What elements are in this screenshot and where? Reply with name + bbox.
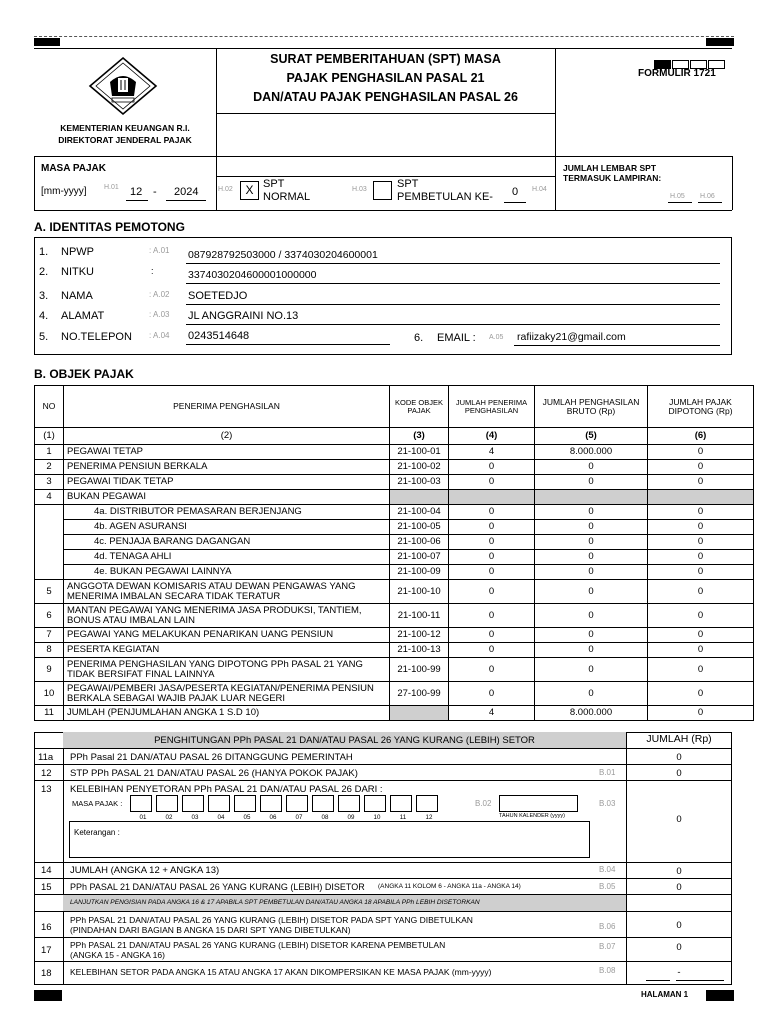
row-13-label: KELEBIHAN PENYETORAN PPh PASAL 21 DAN/ATAU PASAL 26 DARI : — [70, 784, 383, 795]
spt-pembetulan-label-2: PEMBETULAN KE- — [397, 191, 493, 203]
row-12-value[interactable]: 0 — [676, 768, 682, 779]
npwp-label: NPWP — [61, 246, 94, 258]
row-17-value[interactable]: 0 — [676, 942, 682, 953]
form-title-line-2: PAJAK PENGHASILAN PASAL 21 — [286, 71, 485, 85]
code-h02: H.02 — [218, 186, 233, 193]
jumlah-rp-header: JUMLAH (Rp) — [646, 733, 712, 745]
telepon-label: NO.TELEPON — [61, 331, 132, 343]
form-title-line-1: SURAT PEMBERITAHUAN (SPT) MASA — [270, 52, 501, 66]
table-row: 4 BUKAN PEGAWAI — [35, 490, 754, 505]
table-row: 4d. TENAGA AHLI 21-100-07 0 0 0 — [35, 550, 754, 565]
row-15-label: PPh PASAL 21 DAN/ATAU PASAL 26 YANG KURANG (LEBIH) DISETOR — [70, 882, 365, 892]
jumlah-lembar-label-1: JUMLAH LEMBAR SPT — [563, 163, 657, 173]
row-12-label: STP PPh PASAL 21 DAN/ATAU PASAL 26 (HANYA POKOK PAJAK) — [70, 768, 358, 779]
alamat-field[interactable]: JL ANGGRAINI NO.13 — [188, 310, 299, 322]
row-14-value[interactable]: 0 — [676, 866, 682, 877]
objek-pajak-table — [34, 385, 754, 721]
page-number: HALAMAN 1 — [641, 990, 689, 999]
row-11a-label: PPh Pasal 21 DAN/ATAU PASAL 26 DITANGGUNG PEMERINTAH — [70, 752, 353, 763]
table-row: 4a. DISTRIBUTOR PEMASARAN BERJENJANG 21-100-04 0 0 0 — [35, 505, 754, 520]
row-18-label: KELEBIHAN SETOR PADA ANGKA 15 ATAU ANGKA 17 AKAN DIKOMPERSIKAN KE MASA PAJAK (mm-yyyy) — [70, 967, 492, 977]
row-14-label: JUMLAH (ANGKA 12 + ANGKA 13) — [70, 865, 220, 876]
email-field[interactable]: rafiizaky21@gmail.com — [517, 331, 626, 343]
masa-dash: - — [153, 186, 157, 198]
registration-mark-bottom-right — [706, 990, 734, 1001]
email-label: EMAIL : — [437, 332, 476, 344]
penghitungan-title: PENGHITUNGAN PPh PASAL 21 DAN/ATAU PASAL 26 YANG KURANG (LEBIH) SETOR — [154, 735, 535, 746]
nitku-label: NITKU — [61, 266, 94, 278]
row-16-value[interactable]: 0 — [676, 920, 682, 931]
code-h04: H.04 — [532, 186, 547, 193]
row-13-month-boxes[interactable] — [130, 795, 442, 813]
table-row: 7 PEGAWAI YANG MELAKUKAN PENARIKAN UANG PENSIUN 21-100-12 0 0 0 — [35, 628, 754, 643]
spt-normal-label-1: SPT — [263, 178, 285, 190]
table-row: 5 ANGGOTA DEWAN KOMISARIS ATAU DEWAN PENGAWAS YANG MENERIMA IMBALAN SECARA TIDAK TERATUR 21-100-10 0 0 0 — [35, 580, 754, 604]
identitas-box — [34, 237, 732, 355]
code-h03: H.03 — [352, 186, 367, 193]
row-17-label: PPh PASAL 21 DAN/ATAU PASAL 26 YANG KURANG (LEBIH) DISETOR KARENA PEMBETULAN — [70, 940, 446, 950]
table-row: 10 PEGAWAI/PEMBERI JASA/PESERTA KEGIATAN/PENERIMA PENSIUN BERKALA SEBAGAI WAJIB PAJAK LUAR NEGERI 27-100-99 0 0 0 — [35, 682, 754, 706]
table-row-total: 11 JUMLAH (PENJUMLAHAN ANGKA 1 S.D 10) 4 8.000.000 0 — [35, 706, 754, 721]
nama-field[interactable]: SOETEDJO — [188, 290, 248, 302]
garuda-emblem-logo — [88, 56, 158, 116]
row-11a-value[interactable]: 0 — [676, 752, 682, 763]
form-code: FORMULIR 1721 — [638, 68, 716, 79]
directorate-name: DIREKTORAT JENDERAL PAJAK — [58, 135, 192, 145]
section-b-title: B. OBJEK PAJAK — [34, 367, 134, 381]
telepon-field[interactable]: 0243514648 — [188, 330, 250, 342]
spt-normal-label-2: NORMAL — [263, 191, 311, 203]
form-title-line-3: DAN/ATAU PAJAK PENGHASILAN PASAL 26 — [253, 90, 518, 104]
table-row: 3 PEGAWAI TIDAK TETAP 21-100-03 0 0 0 — [35, 475, 754, 490]
table-header-row: NO PENERIMA PENGHASILAN KODE OBJEK PAJAK JUMLAH PENERIMA PENGHASILAN JUMLAH PENGHASILAN BRUTO (Rp) JUMLAH PAJAK DIPOTONG (Rp) — [35, 386, 754, 428]
table-row: 8 PESERTA KEGIATAN 21-100-13 0 0 0 — [35, 643, 754, 658]
keterangan-field[interactable] — [69, 821, 590, 858]
section-a-title: A. IDENTITAS PEMOTONG — [34, 220, 185, 234]
spt-pembetulan-label-1: SPT — [397, 178, 419, 190]
row-13-value[interactable]: 0 — [676, 814, 682, 825]
table-row: 1 PEGAWAI TETAP 21-100-01 4 8.000.000 0 — [35, 445, 754, 460]
code-h06: H.06 — [700, 193, 715, 200]
table-row: 9 PENERIMA PENGHASILAN YANG DIPOTONG PPh PASAL 21 YANG TIDAK BERSIFAT FINAL LAINNYA 21-100-99 0 0 0 — [35, 658, 754, 682]
row-15-value[interactable]: 0 — [676, 882, 682, 893]
table-row: 6 MANTAN PEGAWAI YANG MENERIMA JASA PRODUKSI, TANTIEM, BONUS ATAU IMBALAN LAIN 21-100-11 0 0 0 — [35, 604, 754, 628]
column-number-row: (1) (2) (3) (4) (5) (6) — [35, 428, 754, 445]
row-13-month-numbers: 01 02 03 04 05 06 07 08 09 10 11 12 — [139, 814, 433, 821]
spt-pembetulan-checkbox[interactable] — [373, 181, 392, 200]
nitku-field[interactable]: 3374030204600001000000 — [188, 269, 317, 281]
registration-mark-top-left — [34, 38, 60, 46]
nama-label: NAMA — [61, 290, 93, 302]
masa-pajak-label: MASA PAJAK — [41, 163, 107, 174]
pembetulan-ke-field[interactable]: 0 — [512, 186, 519, 198]
dashed-top-line — [34, 36, 734, 37]
row-13-masa-label: MASA PAJAK : — [72, 799, 123, 808]
registration-mark-top-right — [706, 38, 734, 46]
row-16-label: PPh PASAL 21 DAN/ATAU PASAL 26 YANG KURANG (LEBIH) DISETOR PADA SPT YANG DIBETULKAN — [70, 915, 473, 925]
masa-format: [mm-yyyy] — [41, 186, 87, 197]
registration-mark-bottom-left — [34, 990, 62, 1001]
spt-normal-checkbox[interactable] — [240, 181, 259, 200]
code-h05: H.05 — [670, 193, 685, 200]
jumlah-lembar-label-2: TERMASUK LAMPIRAN: — [563, 173, 662, 183]
spt-normal-check-mark: X — [245, 183, 254, 197]
npwp-field[interactable]: 087928792503000 / 3374030204600001 — [188, 249, 378, 261]
code-h01: H.01 — [104, 184, 119, 191]
row-18-value[interactable]: - — [677, 967, 681, 978]
tahun-kalender-field[interactable] — [499, 795, 578, 812]
table-row: 4b. AGEN ASURANSI 21-100-05 0 0 0 — [35, 520, 754, 535]
masa-year-field[interactable]: 2024 — [174, 186, 199, 198]
table-row: 4e. BUKAN PEGAWAI LAINNYA 21-100-09 0 0 0 — [35, 565, 754, 580]
table-row: 4c. PENJAJA BARANG DAGANGAN 21-100-06 0 0 0 — [35, 535, 754, 550]
pengisian-note: LANJUTKAN PENGISIAN PADA ANGKA 16 & 17 APABILA SPT PEMBETULAN DAN/ATAU ANGKA 18 APABILA PPh LEBIH DISETORKAN — [70, 899, 480, 906]
alamat-label: ALAMAT — [61, 310, 105, 322]
masa-month-field[interactable]: 12 — [130, 186, 143, 198]
table-row: 2 PENERIMA PENSIUN BERKALA 21-100-02 0 0 0 — [35, 460, 754, 475]
ministry-name: KEMENTERIAN KEUANGAN R.I. — [60, 123, 190, 133]
